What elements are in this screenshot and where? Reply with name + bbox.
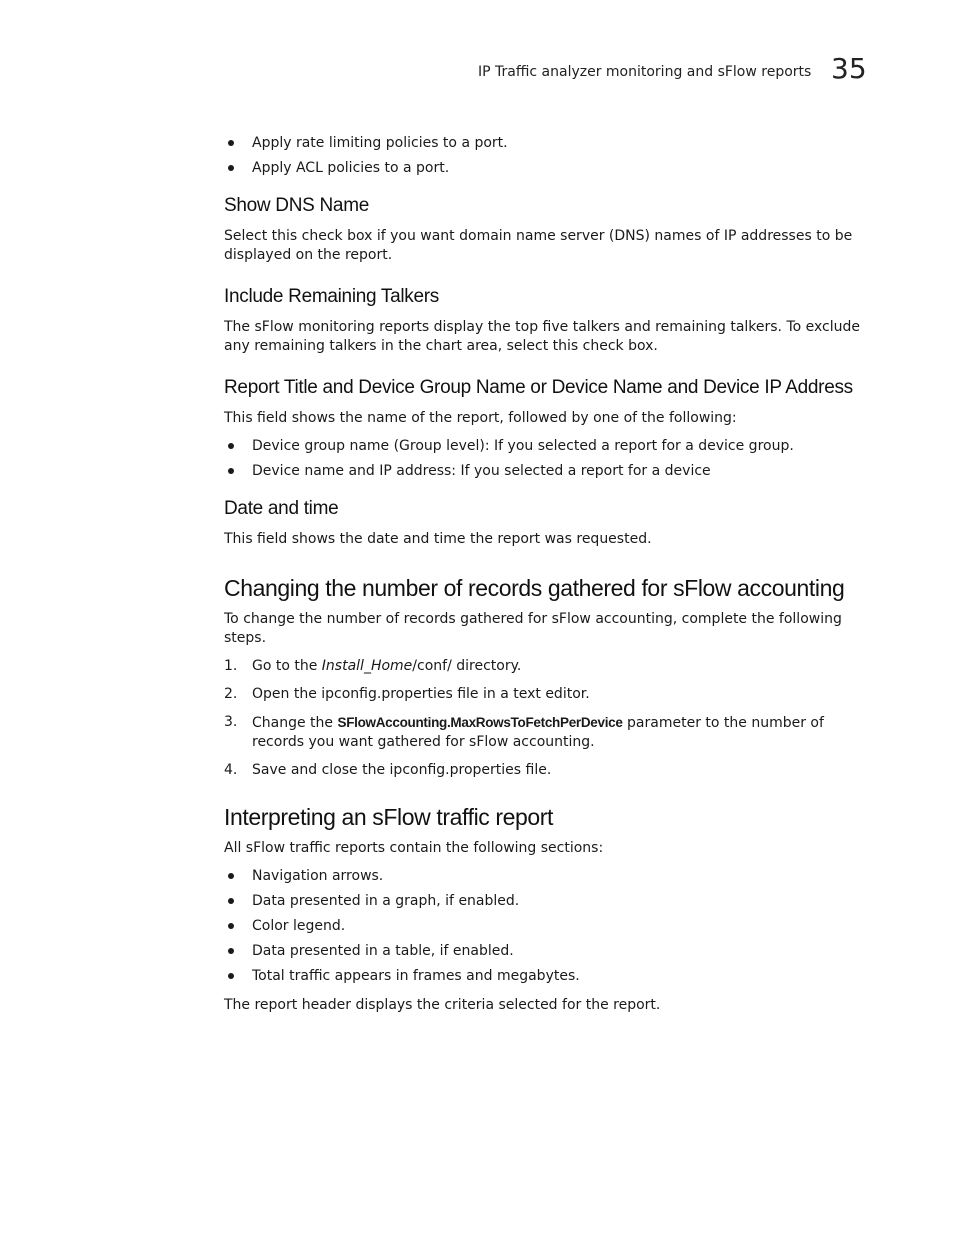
step-item <box>224 685 874 704</box>
running-header-title: IP Traffic analyzer monitoring and sFlow reports <box>478 64 812 80</box>
list-item: Data presented in a table, if enabled. <box>224 942 874 961</box>
step-number: 3. <box>224 714 238 730</box>
step-item <box>224 761 874 780</box>
step-item <box>224 657 874 676</box>
step-number: 1. <box>224 658 238 674</box>
step-text: Go to the <box>252 658 322 674</box>
chapter-number: 35 <box>831 52 867 85</box>
list-item: Apply rate limiting policies to a port. <box>224 134 874 153</box>
step-text: Save and close the ipconfig.properties file. <box>252 762 552 778</box>
step-number: 2. <box>224 686 238 702</box>
section-heading-date-time: Date and time <box>224 498 339 519</box>
list-item: Total traffic appears in frames and megabytes. <box>224 967 874 986</box>
chapter-heading-changing-records: Changing the number of records gathered for sFlow accounting <box>224 575 845 601</box>
step-number: 4. <box>224 762 238 778</box>
step-text: Open the ipconfig.properties file in a text editor. <box>252 686 590 702</box>
paragraph: This field shows the date and time the report was requested. <box>224 531 652 547</box>
section-heading-show-dns: Show DNS Name <box>224 195 369 216</box>
list-item: Device group name (Group level): If you selected a report for a device group. <box>224 437 874 456</box>
list-item: Apply ACL policies to a port. <box>224 159 874 178</box>
paragraph: The report header displays the criteria selected for the report. <box>224 997 661 1013</box>
report-title-bullet-list <box>224 437 874 481</box>
list-item: Data presented in a graph, if enabled. <box>224 892 874 911</box>
section-heading-remaining-talkers: Include Remaining Talkers <box>224 286 439 307</box>
list-item: Navigation arrows. <box>224 867 874 886</box>
page-content <box>224 134 874 1023</box>
step-text: Change the <box>252 715 338 731</box>
paragraph: All sFlow traffic reports contain the following sections: <box>224 840 604 856</box>
list-item: Device name and IP address: If you selected a report for a device <box>224 462 874 481</box>
paragraph: The sFlow monitoring reports display the top five talkers and remaining talkers. To exclude any remaining talkers in the chart area, select this check box. <box>224 319 861 354</box>
list-item: Color legend. <box>224 917 874 936</box>
interpreting-bullet-list <box>224 867 874 986</box>
parameter-name: SFlowAccounting.MaxRowsToFetchPerDevice <box>337 715 623 730</box>
chapter-heading-interpreting: Interpreting an sFlow traffic report <box>224 804 554 830</box>
step-text: /conf/ directory. <box>412 658 522 674</box>
step-item <box>224 713 874 752</box>
paragraph: To change the number of records gathered for sFlow accounting, complete the following steps. <box>224 611 842 646</box>
intro-bullet-list <box>224 134 874 178</box>
paragraph: Select this check box if you want domain name server (DNS) names of IP addresses to be displayed on the report. <box>224 228 853 263</box>
step-italic-text: Install_Home <box>321 658 413 674</box>
step-text: parameter to the number of records you want gathered for sFlow accounting. <box>252 715 824 750</box>
section-heading-report-title: Report Title and Device Group Name or Device Name and Device IP Address <box>224 377 853 398</box>
paragraph: This field shows the name of the report, followed by one of the following: <box>224 410 737 426</box>
steps-list <box>224 657 874 780</box>
